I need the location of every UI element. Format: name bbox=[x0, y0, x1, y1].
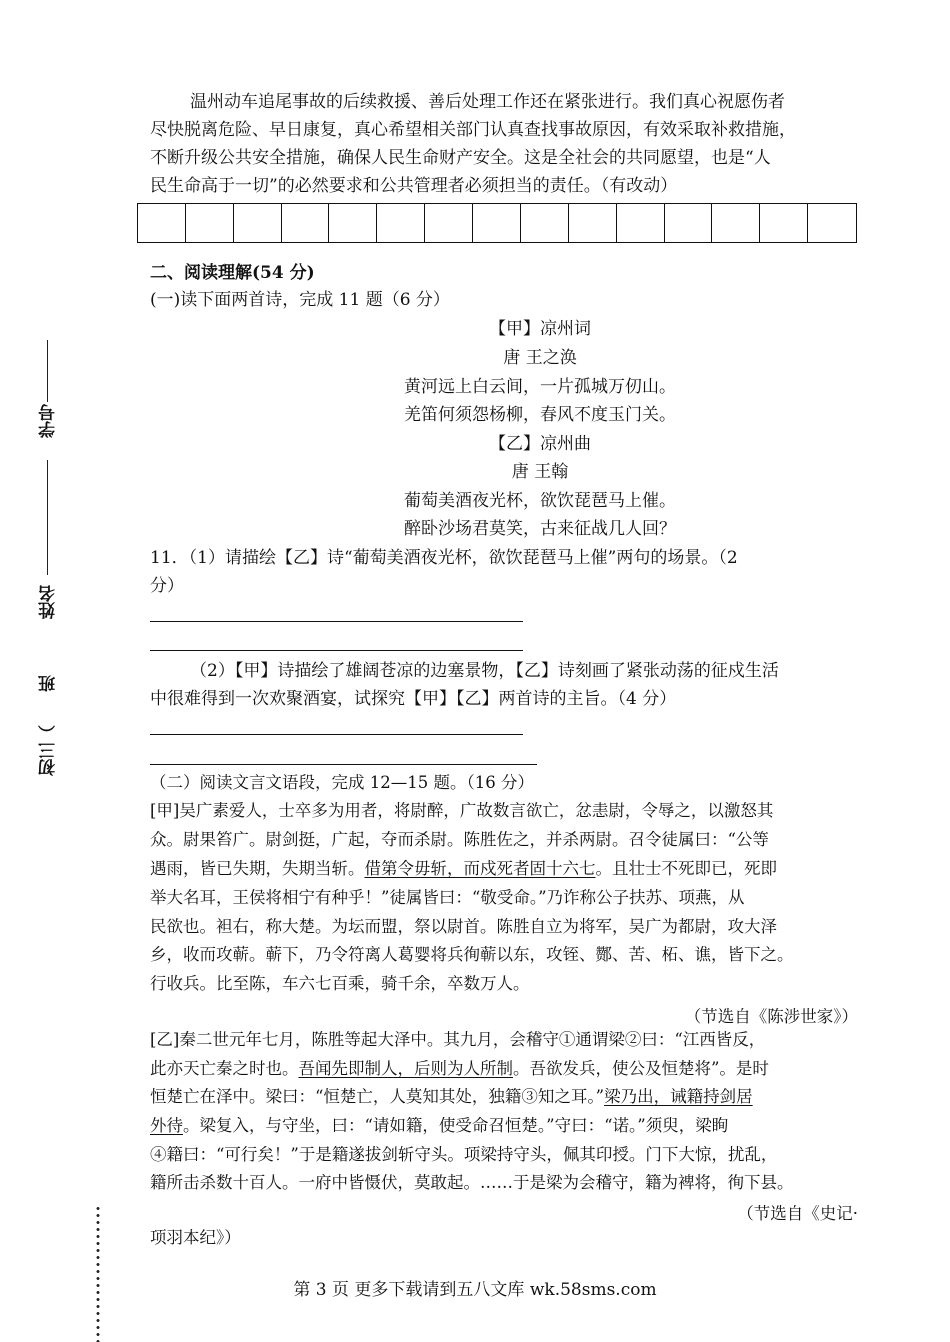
grade-label: 初三（ bbox=[39, 725, 59, 776]
binding-dotted-line bbox=[96, 1205, 100, 1342]
poem-yi-author: 唐 王翰 bbox=[511, 462, 569, 482]
poem-jia-line-2: 羌笛何须怨杨柳，春风不度玉门关。 bbox=[404, 405, 676, 425]
yi-underlined-sentence-2: 梁乃出，诫籍持剑居 bbox=[604, 1087, 753, 1106]
yi-line-2-b: 。吾欲发兵，使公及恒楚将”。是时 bbox=[513, 1059, 769, 1078]
yi-underlined-sentence-1: 吾闻先即制人，后则为人所制 bbox=[298, 1059, 513, 1078]
answer-line[interactable] bbox=[150, 621, 523, 622]
question-11-1-cont: 分） bbox=[150, 576, 184, 596]
jia-source: （节选自《陈涉世家》） bbox=[684, 1007, 858, 1026]
question-11-2-cont: 中很难得到一次欢聚酒宴，试探究【甲】【乙】两首诗的主旨。（4 分） bbox=[150, 689, 677, 709]
student-id-line bbox=[47, 340, 48, 402]
yi-source-cont: 项羽本纪》） bbox=[150, 1228, 241, 1247]
question-11-2: （2）【甲】诗描绘了雄阔苍凉的边塞景物，【乙】诗刻画了紧张动荡的征戍生活 bbox=[190, 661, 779, 681]
jia-line-3 bbox=[150, 855, 777, 884]
yi-line-4-b: 。梁复入，与守坐，曰：“请如籍，使受命召恒楚。”守曰：“诺。”须臾，梁眴 bbox=[183, 1116, 729, 1135]
yi-line-5: ④籍曰：“可行矣！”于是籍遂拔剑斩守头。项梁持守头，佩其印授。门下大惊，扰乱， bbox=[150, 1145, 778, 1164]
student-id-label: 学号 bbox=[39, 404, 59, 438]
yi-source: （节选自《史记· bbox=[737, 1204, 858, 1223]
jia-line-4: 举大名耳，王侯将相宁有种乎！”徒属皆曰：“敬受命。”乃诈称公子扶苏、项燕，从 bbox=[150, 888, 745, 907]
yi-line-2 bbox=[150, 1055, 769, 1084]
class-label: 班 bbox=[39, 675, 59, 692]
passage-line-2: 尽快脱离危险、早日康复，真心希望相关部门认真查找事故原因，有效采取补救措施， bbox=[150, 120, 796, 140]
yi-line-3-a: 恒楚亡在泽中。梁曰：“恒楚亡，人莫知其处，独籍③知之耳。” bbox=[150, 1087, 605, 1106]
yi-line-2-a: 此亦天亡秦之时也。 bbox=[150, 1059, 299, 1078]
question-11-1: 11．（1）请描绘【乙】诗“葡萄美酒夜光杯，欲饮琵琶马上催”两句的场景。（2 bbox=[150, 548, 738, 568]
poem-jia-line-1: 黄河远上白云间，一片孤城万仞山。 bbox=[404, 377, 676, 397]
yi-line-6: 籍所击杀数十百人。一府中皆慑伏，莫敢起。……于是梁为会稽守，籍为裨将，徇下县。 bbox=[150, 1173, 794, 1192]
jia-line-3-b: 。且壮士不死即已，死即 bbox=[595, 859, 777, 878]
jia-line-7: 行收兵。比至陈，车六七百乘，骑千余，卒数万人。 bbox=[150, 974, 530, 993]
answer-line[interactable] bbox=[150, 650, 523, 651]
poem-jia-author: 唐 王之涣 bbox=[503, 348, 577, 368]
yi-line-3 bbox=[150, 1083, 753, 1112]
page-footer: 第 3 页 更多下载请到五八文库 wk.58sms.com bbox=[293, 1280, 657, 1300]
answer-line[interactable] bbox=[150, 764, 537, 765]
poem-yi-line-2: 醉卧沙场君莫笑，古来征战几人回？ bbox=[404, 519, 676, 539]
yi-line-1: [乙]秦二世元年七月，陈胜等起大泽中。其九月，会稽守①通谓梁②曰：“江西皆反， bbox=[150, 1030, 766, 1049]
yi-underlined-sentence-2-cont: 外待 bbox=[150, 1116, 183, 1135]
poem-jia-title: 【甲】凉州词 bbox=[489, 319, 591, 339]
part2-intro: （二）阅读文言文语段，完成 12—15 题。（16 分） bbox=[150, 773, 534, 792]
name-line bbox=[47, 460, 48, 575]
passage-line-3: 不断升级公共安全措施，确保人民生命财产安全。这是全社会的共同愿望，也是“人 bbox=[150, 148, 771, 168]
jia-line-6: 乡，收而攻蕲。蕲下，乃令符离人葛婴将兵徇蕲以东，攻铚、酂、苦、柘、谯，皆下之。 bbox=[150, 945, 794, 964]
jia-line-2: 众。尉果笞广。尉剑挺，广起，夺而杀尉。陈胜佐之，并杀两尉。召令徒属曰：“公等 bbox=[150, 830, 769, 849]
passage-line-1: 温州动车追尾事故的后续救援、善后处理工作还在紧张进行。我们真心祝愿伤者 bbox=[190, 92, 785, 112]
answer-line[interactable] bbox=[150, 734, 523, 735]
poem-yi-title: 【乙】凉州曲 bbox=[489, 434, 591, 454]
part1-intro: (一)读下面两首诗，完成 11 题（6 分） bbox=[150, 290, 450, 310]
jia-underlined-sentence: 借第令毋斩，而戍死者固十六七 bbox=[364, 859, 596, 878]
section-title: 二、阅读理解(54 分) bbox=[150, 263, 315, 283]
answer-grid[interactable] bbox=[137, 203, 857, 243]
binding-margin bbox=[30, 330, 66, 810]
jia-line-3-a: 遇雨，皆已失期，失期当斩。 bbox=[150, 859, 365, 878]
jia-line-5: 民欲也。袒右，称大楚。为坛而盟，祭以尉首。陈胜自立为将军，吴广为都尉，攻大泽 bbox=[150, 917, 777, 936]
yi-line-4 bbox=[150, 1112, 728, 1141]
jia-line-1: [甲]吴广素爱人，士卒多为用者，将尉醉，广故数言欲亡，忿恚尉，令辱之，以激怒其 bbox=[150, 801, 774, 820]
passage-line-4: 民生命高于一切”的必然要求和公共管理者必须担当的责任。（有改动） bbox=[150, 176, 678, 196]
name-label: 姓名 bbox=[39, 585, 59, 619]
poem-yi-line-1: 葡萄美酒夜光杯，欲饮琵琶马上催。 bbox=[404, 491, 676, 511]
